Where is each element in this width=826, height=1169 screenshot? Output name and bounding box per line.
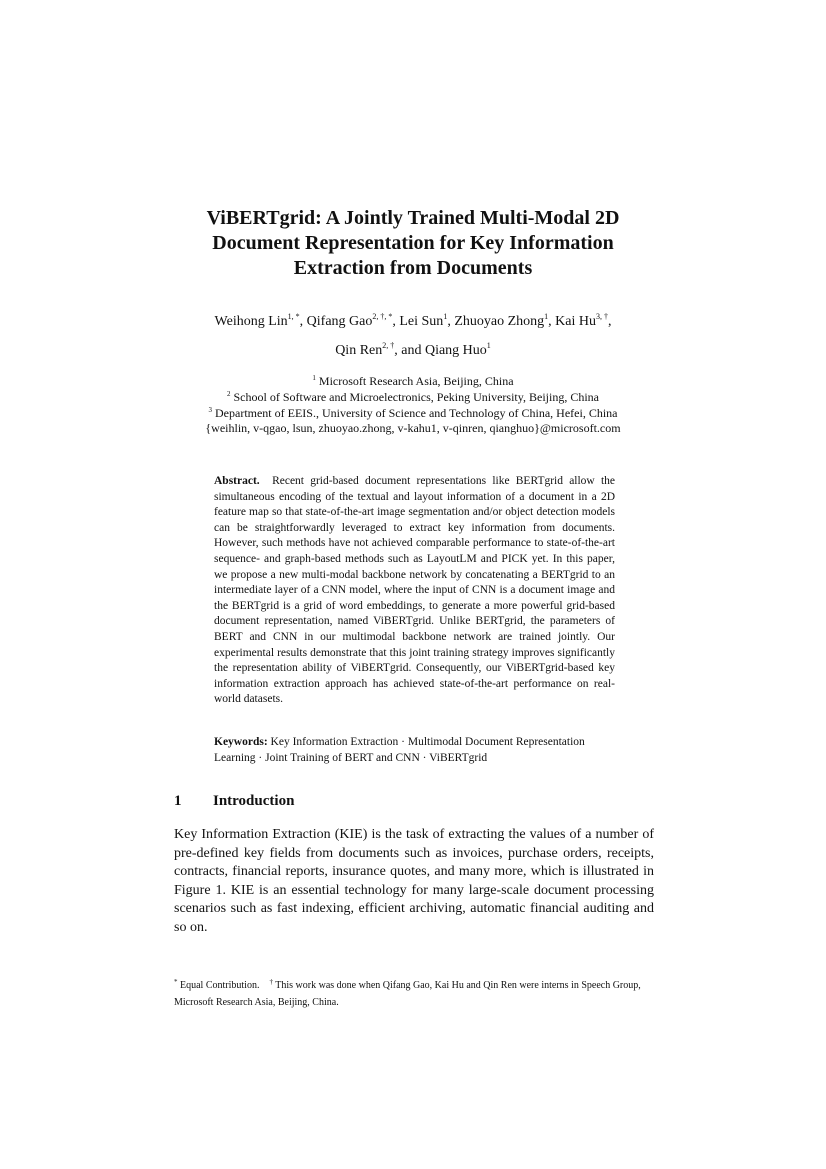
- footnote-text: This work was done when Qifang Gao, Kai Hu and Qin Ren were interns in Speech Group, Microsoft Research Asia, Beijing, China.: [174, 980, 641, 1008]
- author-line-1: [150, 313, 676, 331]
- author-marks: 1: [486, 341, 491, 350]
- affiliation-mark: 3: [208, 406, 212, 414]
- footnote: [174, 977, 654, 1011]
- footnote-text: Equal Contribution.: [177, 980, 260, 991]
- keywords-text: Key Information Extraction · Multimodal Document Representation Learning · Joint Training of BERT and CNN · ViBERTgrid: [214, 736, 585, 764]
- affiliation-mark: 2: [227, 390, 231, 398]
- author-separator: ,: [447, 314, 455, 329]
- keywords: [214, 735, 615, 766]
- title-line-3: Extraction from Documents: [293, 257, 533, 279]
- footnote-mark: †: [269, 978, 273, 986]
- section-title: Introduction: [213, 793, 295, 809]
- author-marks: 2, †: [382, 341, 395, 350]
- author-marks: 1, *: [287, 312, 300, 321]
- section-heading: [174, 791, 294, 811]
- author-separator: ,: [299, 314, 307, 329]
- abstract-label: Abstract.: [214, 475, 260, 487]
- affiliation-3: [150, 405, 676, 421]
- author-separator: , and: [394, 343, 425, 358]
- author-name: Qiang Huo: [424, 343, 487, 358]
- author-marks: 1: [544, 312, 549, 321]
- author-name: Qin Ren: [335, 343, 383, 358]
- affiliation-text: Department of EEIS., University of Science and Technology of China, Hefei, China: [212, 406, 618, 420]
- title-line-2: Document Representation for Key Information: [212, 232, 614, 254]
- affiliation-2: [150, 389, 676, 405]
- keywords-label: Keywords:: [214, 736, 268, 748]
- abstract-text: Recent grid-based document representations like BERTgrid allow the simultaneous encoding of the textual and layout information of a document in a 2D feature map so that state-of-the-art image segmentation and/or object detection models can be straightforwardly leveraged to extract key information from documents. However, such methods have not achieved comparable performance to state-of-the-art sequence- and graph-based methods such as LayoutLM and PICK yet. In this paper, we propose a new multi-modal backbone network by concatenating a BERTgrid to an intermediate layer of a CNN model, where the input of CNN is a document image and the BERTgrid is a grid of word embeddings, to generate a more powerful grid-based document representation, named ViBERTgrid. Unlike BERTgrid, the parameters of BERT and CNN in our multimodal backbone network are trained jointly. Our experimental results demonstrate that this joint training strategy improves significantly the representation ability of ViBERTgrid. Consequently, our ViBERTgrid-based key information extraction approach has achieved state-of-the-art performance on real-world datasets.: [214, 475, 615, 706]
- author-marks: 1: [443, 312, 448, 321]
- author-name: Zhuoyao Zhong: [454, 314, 545, 329]
- section-number: 1: [174, 793, 182, 809]
- affiliation-1: [150, 373, 676, 389]
- author-name: Weihong Lin: [214, 314, 288, 329]
- abstract: [214, 474, 615, 708]
- author-marks: 3, †: [595, 312, 608, 321]
- author-separator: ,: [548, 314, 556, 329]
- footnote-mark: *: [174, 978, 178, 986]
- author-emails[interactable]: {weihlin, v-qgao, lsun, zhuoyao.zhong, v-kahu1, v-qinren, qianghuo}@microsoft.com: [205, 421, 621, 435]
- affiliation-text: Microsoft Research Asia, Beijing, China: [315, 374, 514, 388]
- title-line-1: ViBERTgrid: A Jointly Trained Multi-Modal 2D: [206, 207, 620, 229]
- affiliation-text: School of Software and Microelectronics, Peking University, Beijing, China: [230, 390, 599, 404]
- author-line-2: [150, 342, 676, 360]
- author-name: Qifang Gao: [306, 314, 373, 329]
- author-separator: ,: [392, 314, 400, 329]
- intro-paragraph: Key Information Extraction (KIE) is the task of extracting the values of a number of pre-defined key fields from documents such as invoices, purchase orders, receipts, contracts, financial reports, insurance quotes, and many more, which is illustrated in Figure 1. KIE is an essential technology for many large-scale document processing scenarios such as fast indexing, efficient archiving, automatic financial auditing and so on.: [174, 827, 654, 935]
- author-name: Kai Hu: [555, 314, 596, 329]
- author-marks: 2, †, *: [372, 312, 393, 321]
- author-name: Lei Sun: [399, 314, 444, 329]
- author-separator: ,: [607, 314, 612, 329]
- paper-title: [150, 206, 676, 281]
- affiliation-mark: 1: [312, 374, 316, 382]
